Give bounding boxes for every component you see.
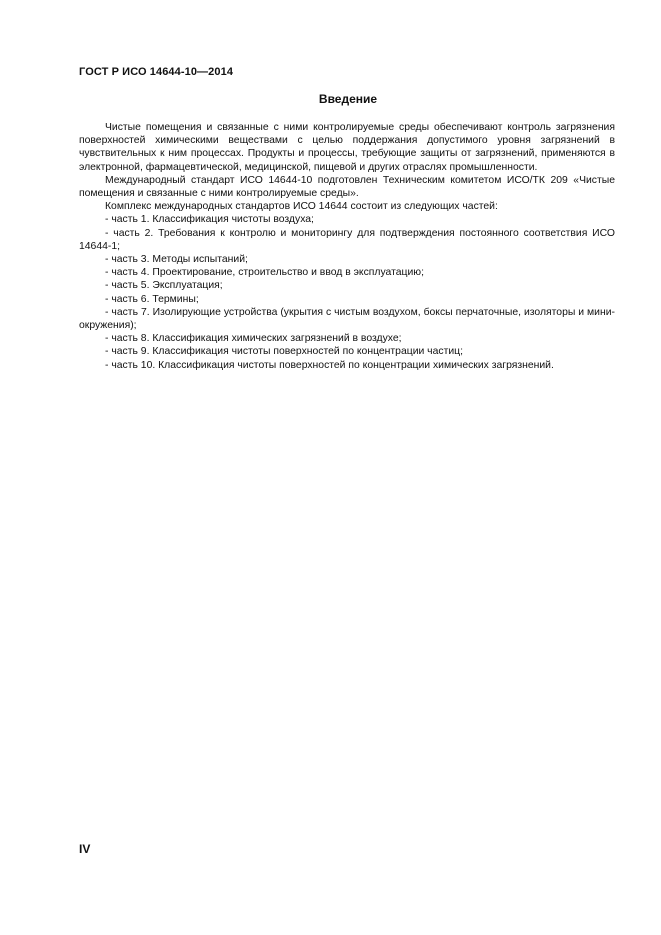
list-item-part-9: - часть 9. Классификация чистоты поверхностей по концентрации частиц; (105, 346, 463, 358)
page-number: IV (79, 842, 91, 856)
paragraph-standard-info: Международный стандарт ИСО 14644-10 подготовлен Техническим комитетом ИСО/ТК 209 «Чистые помещения и связанные с ними контролируемые среды». (79, 174, 615, 200)
paragraph-parts-intro: Комплекс международных стандартов ИСО 14644 состоит из следующих частей: (105, 201, 498, 213)
list-item-part-10: - часть 10. Классификация чистоты поверхностей по концентрации химических загрязнений. (105, 359, 554, 371)
document-body (79, 121, 615, 372)
list-item-part-4: - часть 4. Проектирование, строительство и ввод в эксплуатацию; (105, 267, 424, 279)
list-item-part-7: - часть 7. Изолирующие устройства (укрытия с чистым воздухом, боксы перчаточные, изоляторы и мини-окружения); (79, 306, 615, 332)
list-item-part-8: - часть 8. Классификация химических загрязнений в воздухе; (105, 333, 402, 345)
document-header: ГОСТ Р ИСО 14644-10—2014 (79, 66, 234, 78)
list-item-part-5: - часть 5. Эксплуатация; (105, 280, 223, 292)
section-title: Введение (318, 92, 378, 106)
list-item-part-1: - часть 1. Классификация чистоты воздуха; (105, 214, 314, 226)
list-item-part-2: - часть 2. Требования к контролю и мониторингу для подтверждения постоянного соответствия ИСО 14644-1; (79, 227, 615, 252)
list-item-part-3: - часть 3. Методы испытаний; (105, 254, 248, 266)
paragraph-intro: Чистые помещения и связанные с ними контролируемые среды обеспечивают контроль загрязнения поверхностей химическими веществами с целью поддержания допустимого уровня загрязнений в чувствительных к ним процессах. Продукты и процессы, требующие защиты от загрязнений, применяются в электронной, фармацевтической, медицинской, пищевой и других отраслях промышленности. (79, 122, 615, 173)
list-item-part-6: - часть 6. Термины; (105, 293, 199, 305)
